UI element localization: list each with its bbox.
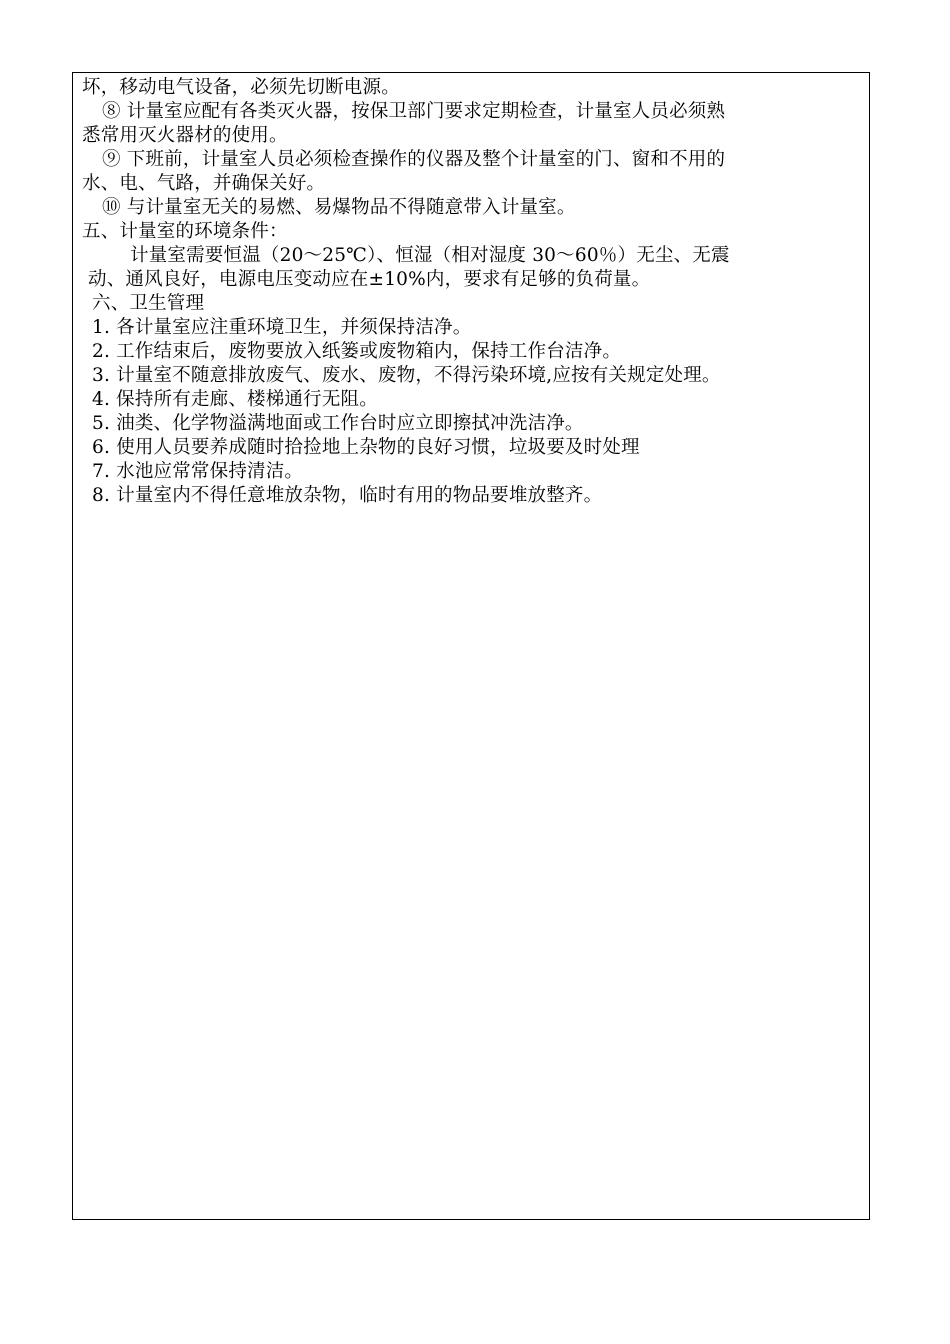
text-line: 悉常用灭火器材的使用。 xyxy=(82,125,288,146)
text-line: 动、通风良好，电源电压变动应在±10%内，要求有足够的负荷量。 xyxy=(88,269,651,290)
list-item: 8. 计量室内不得任意堆放杂物，临时有用的物品要堆放整齐。 xyxy=(92,485,603,506)
list-item: 4. 保持所有走廊、楼梯通行无阻。 xyxy=(92,389,378,410)
list-item: 6. 使用人员要养成随时拾捡地上杂物的良好习惯，垃圾要及时处理 xyxy=(92,437,640,458)
environment-paragraph: 计量室需要恒温（20～25℃）、恒湿（相对湿度 30～60％）无尘、无震 xyxy=(130,245,730,266)
rule-item-8: ⑧ 计量室应配有各类灭火器，按保卫部门要求定期检查，计量室人员必须熟 xyxy=(102,101,726,122)
rule-item-10: ⑩ 与计量室无关的易燃、易爆物品不得随意带入计量室。 xyxy=(102,197,576,218)
list-item: 1. 各计量室应注重环境卫生，并须保持洁净。 xyxy=(92,317,472,338)
list-item: 7. 水池应常常保持清洁。 xyxy=(92,461,304,482)
list-item: 2. 工作结束后，废物要放入纸篓或废物箱内，保持工作台洁净。 xyxy=(92,341,622,362)
list-item: 5. 油类、化学物溢满地面或工作台时应立即擦拭冲洗洁净。 xyxy=(92,413,584,434)
text-line: 坏，移动电气设备，必须先切断电源。 xyxy=(82,77,400,98)
document-body xyxy=(82,76,862,508)
section-heading-environment: 五、计量室的环境条件： xyxy=(82,221,288,242)
text-line: 水、电、气路，并确保关好。 xyxy=(82,173,326,194)
rule-item-9: ⑨ 下班前，计量室人员必须检查操作的仪器及整个计量室的门、窗和不用的 xyxy=(102,149,726,170)
list-item: 3. 计量室不随意排放废气、废水、废物，不得污染环境,应按有关规定处理。 xyxy=(92,365,721,386)
section-heading-hygiene: 六、卫生管理 xyxy=(92,293,205,314)
